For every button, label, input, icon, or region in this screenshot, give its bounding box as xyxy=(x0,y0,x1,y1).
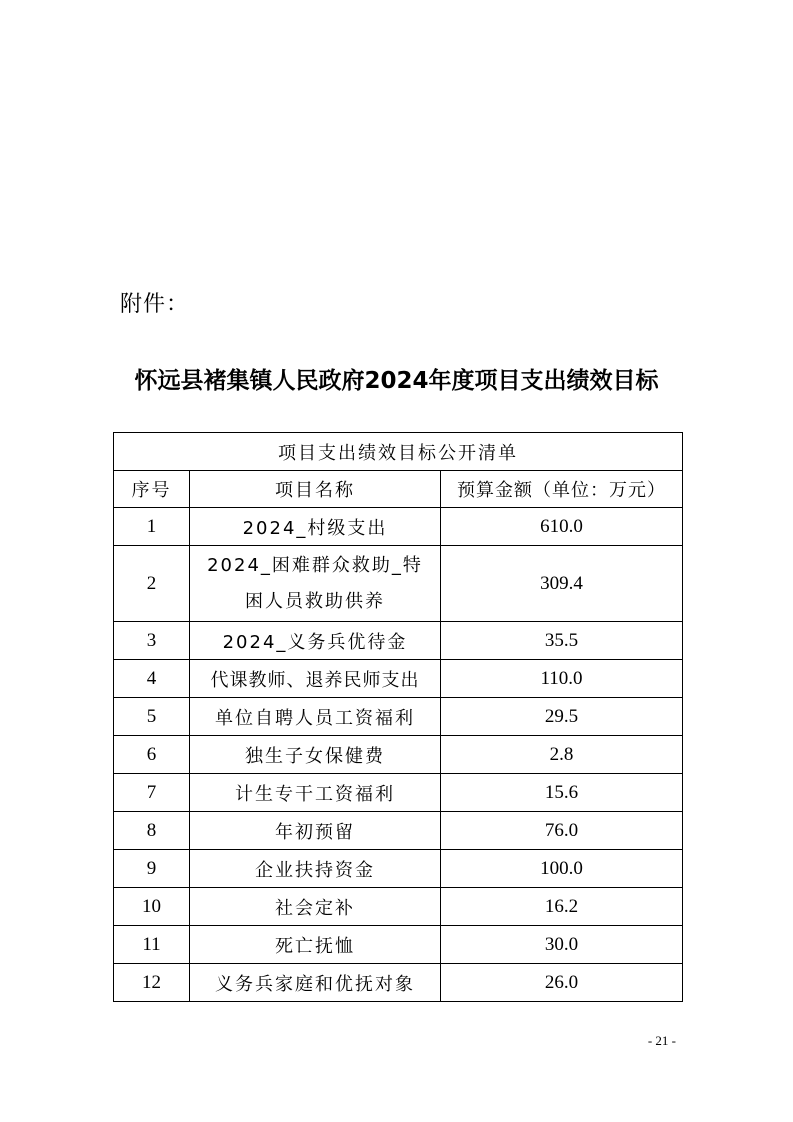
row-amount: 26.0 xyxy=(441,964,683,1002)
row-index: 10 xyxy=(114,888,190,926)
row-amount: 110.0 xyxy=(441,660,683,698)
row-name: 企业扶持资金 xyxy=(190,850,441,888)
table-row xyxy=(114,774,683,812)
table-row xyxy=(114,622,683,660)
row-amount: 100.0 xyxy=(441,850,683,888)
row-index: 1 xyxy=(114,508,190,546)
header-name: 项目名称 xyxy=(190,471,441,508)
row-amount: 15.6 xyxy=(441,774,683,812)
attachment-label: 附件： xyxy=(120,292,190,317)
table-row xyxy=(114,964,683,1002)
row-name: 2024_困难群众救助_特困人员救助供养 xyxy=(190,546,441,622)
header-amount: 预算金额（单位：万元） xyxy=(441,471,683,508)
row-index: 11 xyxy=(114,926,190,964)
row-index: 6 xyxy=(114,736,190,774)
row-amount: 35.5 xyxy=(441,622,683,660)
table-row xyxy=(114,660,683,698)
row-amount: 30.0 xyxy=(441,926,683,964)
row-name: 2024_村级支出 xyxy=(190,508,441,546)
row-amount: 76.0 xyxy=(441,812,683,850)
table-caption: 项目支出绩效目标公开清单 xyxy=(114,433,683,471)
row-name: 单位自聘人员工资福利 xyxy=(190,698,441,736)
row-amount: 309.4 xyxy=(441,546,683,622)
row-amount: 16.2 xyxy=(441,888,683,926)
row-name: 代课教师、退养民师支出 xyxy=(190,660,441,698)
table-row xyxy=(114,926,683,964)
table-row xyxy=(114,736,683,774)
row-index: 12 xyxy=(114,964,190,1002)
row-name: 2024_义务兵优待金 xyxy=(190,622,441,660)
row-name: 计生专干工资福利 xyxy=(190,774,441,812)
row-amount: 610.0 xyxy=(441,508,683,546)
row-index: 9 xyxy=(114,850,190,888)
row-index: 7 xyxy=(114,774,190,812)
table-row xyxy=(114,698,683,736)
row-index: 4 xyxy=(114,660,190,698)
page-title: 怀远县褚集镇人民政府2024年度项目支出绩效目标 xyxy=(134,368,659,394)
table-header-row xyxy=(114,471,683,508)
row-name: 义务兵家庭和优抚对象 xyxy=(190,964,441,1002)
row-name: 死亡抚恤 xyxy=(190,926,441,964)
table-caption-row xyxy=(114,433,683,471)
row-amount: 29.5 xyxy=(441,698,683,736)
row-index: 2 xyxy=(114,546,190,622)
header-index: 序号 xyxy=(114,471,190,508)
row-name: 年初预留 xyxy=(190,812,441,850)
table-row xyxy=(114,888,683,926)
table-row xyxy=(114,508,683,546)
row-name: 独生子女保健费 xyxy=(190,736,441,774)
budget-table xyxy=(113,432,683,1002)
table-row xyxy=(114,850,683,888)
table-row xyxy=(114,546,683,622)
row-amount: 2.8 xyxy=(441,736,683,774)
row-index: 3 xyxy=(114,622,190,660)
row-name: 社会定补 xyxy=(190,888,441,926)
table-row xyxy=(114,812,683,850)
row-index: 8 xyxy=(114,812,190,850)
row-index: 5 xyxy=(114,698,190,736)
page-number: - 21 - xyxy=(647,1033,676,1048)
